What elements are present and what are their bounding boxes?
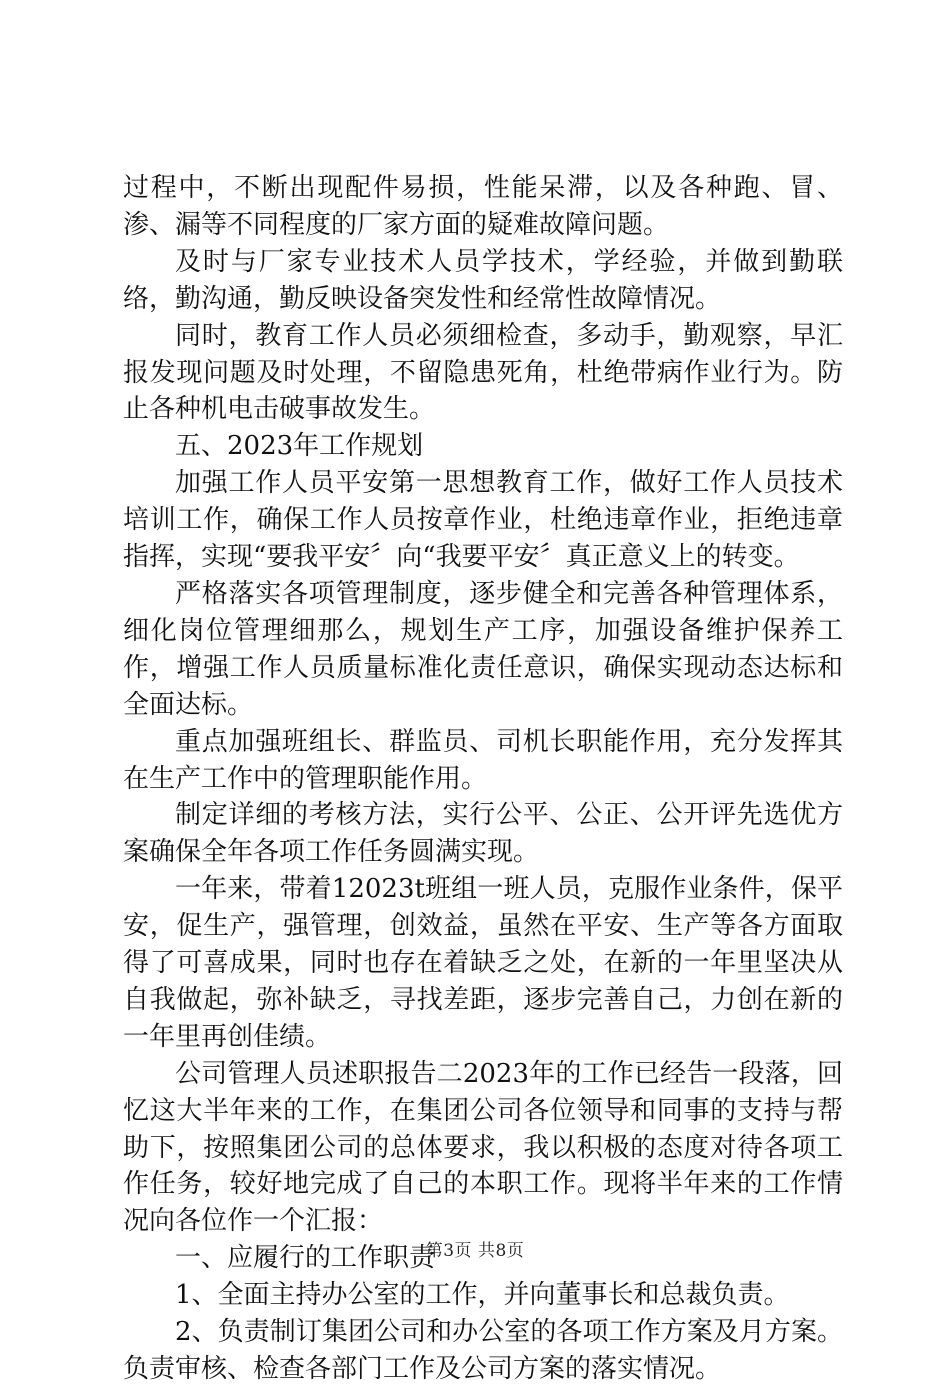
list-item: 1、全面主持办公室的工作，并向董事长和总裁负责。: [175, 1280, 790, 1311]
list-item: 2、负责制订集团公司和办公室的各项工作方案及月方案。负责审核、检查各部门工作及公司方案的落实情况。: [123, 1317, 843, 1384]
section-heading: 五、2023年工作规划: [175, 431, 424, 462]
paragraph: 严格落实各项管理制度，逐步健全和完善各种管理体系，细化岗位管理细那么，规划生产工序，加强设备维护保养工作，增强工作人员质量标准化责任意识，确保实现动态达标和全面达标。: [123, 578, 843, 720]
paragraph: 加强工作人员平安第一思想教育工作，做好工作人员技术培训工作，确保工作人员按章作业，杜绝违章作业，拒绝违章指挥，实现“要我平安〞向“我要平安〞真正意义上的转变。: [123, 468, 843, 573]
paragraph: 过程中，不断出现配件易损，性能呆滞，以及各种跑、冒、渗、漏等不同程度的厂家方面的疑难故障问题。: [123, 173, 843, 240]
page-footer: 第3页 共8页: [425, 1241, 525, 1261]
paragraph: 及时与厂家专业技术人员学技术，学经验，并做到勤联络，勤沟通，勤反映设备突发性和经常性故障情况。: [123, 246, 843, 314]
document-body: [123, 170, 843, 1388]
paragraph: 重点加强班组长、群监员、司机长职能作用，充分发挥其在生产工作中的管理职能作用。: [123, 726, 843, 794]
paragraph: 同时，教育工作人员必须细检查，多动手，勤观察，早汇报发现问题及时处理，不留隐患死角，杜绝带病作业行为。防止各种机电击破事故发生。: [123, 320, 843, 425]
paragraph: 制定详细的考核方法，实行公平、公正、公开评先选优方案确保全年各项工作任务圆满实现。: [123, 800, 843, 868]
paragraph: 公司管理人员述职报告二2023年的工作已经告一段落，回忆这大半年来的工作，在集团公司各位领导和同事的支持与帮助下，按照集团公司的总体要求，我以积极的态度对待各项工作任务，较好地完成了自己的本职工作。现将半年来的工作情况向各位作一个汇报：: [123, 1058, 843, 1237]
paragraph: 一年来，带着12023t班组一班人员，克服作业条件，保平安，促生产，强管理，创效益，虽然在平安、生产等各方面取得了可喜成果，同时也存在着缺乏之处，在新的一年里坚决从自我做起，弥补缺乏，寻找差距，逐步完善自己，力创在新的一年里再创佳绩。: [123, 874, 843, 1052]
section-heading: 一、应履行的工作职责: [175, 1243, 436, 1274]
